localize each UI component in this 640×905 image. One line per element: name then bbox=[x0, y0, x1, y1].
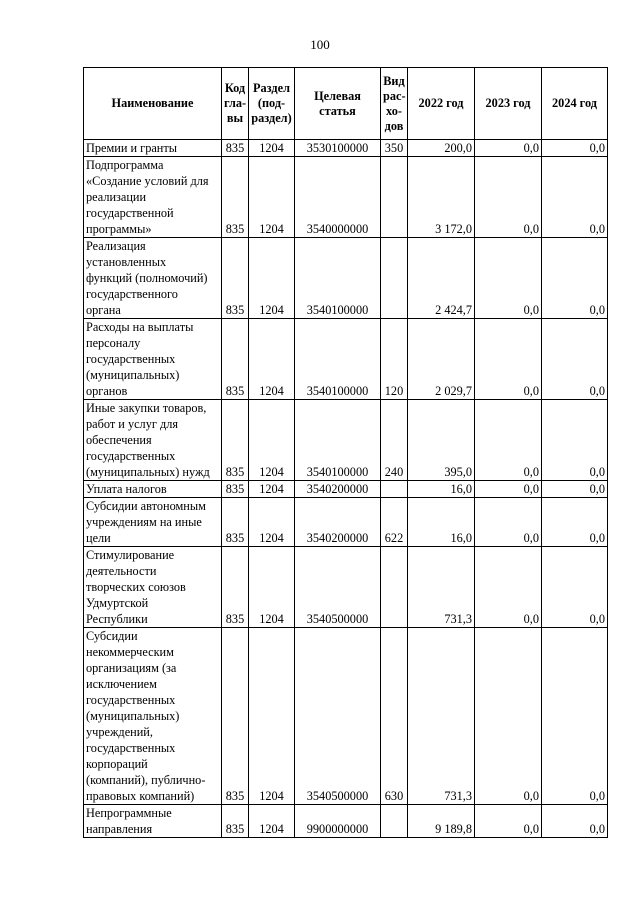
table-row bbox=[84, 319, 608, 400]
cell-2024: 0,0 bbox=[542, 547, 608, 628]
cell-target: 3540000000 bbox=[295, 157, 381, 238]
cell-expense-type: 240 bbox=[381, 400, 408, 481]
table-row bbox=[84, 805, 608, 838]
cell-2023: 0,0 bbox=[475, 628, 542, 805]
cell-section: 1204 bbox=[249, 319, 295, 400]
cell-2024: 0,0 bbox=[542, 140, 608, 157]
header-row bbox=[84, 68, 608, 140]
cell-name: Уплата налогов bbox=[84, 481, 222, 498]
cell-name: Расходы на выплаты персоналу государственных (муниципальных) органов bbox=[84, 319, 222, 400]
cell-name: Премии и гранты bbox=[84, 140, 222, 157]
cell-2022: 2 029,7 bbox=[408, 319, 475, 400]
cell-section: 1204 bbox=[249, 157, 295, 238]
cell-target: 3540500000 bbox=[295, 628, 381, 805]
cell-section: 1204 bbox=[249, 547, 295, 628]
page-number: 100 bbox=[310, 37, 330, 52]
header-code bbox=[222, 68, 249, 140]
cell-2024: 0,0 bbox=[542, 628, 608, 805]
header-2024: 2024 год bbox=[542, 68, 608, 140]
cell-target: 3540100000 bbox=[295, 319, 381, 400]
cell-expense-type bbox=[381, 481, 408, 498]
cell-name: Стимулирование деятельности творческих союзов Удмуртской Республики bbox=[84, 547, 222, 628]
cell-code: 835 bbox=[222, 238, 249, 319]
cell-target: 3540200000 bbox=[295, 498, 381, 547]
cell-name: Непрограммные направления bbox=[84, 805, 222, 838]
cell-section: 1204 bbox=[249, 481, 295, 498]
cell-code: 835 bbox=[222, 547, 249, 628]
table-row bbox=[84, 157, 608, 238]
cell-name: Иные закупки товаров, работ и услуг для обеспечения государственных (муниципальных) нужд bbox=[84, 400, 222, 481]
cell-2022: 731,3 bbox=[408, 628, 475, 805]
cell-expense-type: 120 bbox=[381, 319, 408, 400]
cell-target: 3540200000 bbox=[295, 481, 381, 498]
cell-section: 1204 bbox=[249, 628, 295, 805]
cell-2024: 0,0 bbox=[542, 400, 608, 481]
cell-2022: 731,3 bbox=[408, 547, 475, 628]
cell-code: 835 bbox=[222, 805, 249, 838]
cell-2023: 0,0 bbox=[475, 400, 542, 481]
header-code-text: Код гла- вы bbox=[224, 81, 247, 125]
cell-code: 835 bbox=[222, 400, 249, 481]
cell-2022: 2 424,7 bbox=[408, 238, 475, 319]
table-row bbox=[84, 547, 608, 628]
cell-2024: 0,0 bbox=[542, 238, 608, 319]
cell-name: Подпрограмма «Создание условий для реализации государственной программы» bbox=[84, 157, 222, 238]
cell-2022: 3 172,0 bbox=[408, 157, 475, 238]
cell-code: 835 bbox=[222, 481, 249, 498]
cell-code: 835 bbox=[222, 157, 249, 238]
header-2023: 2023 год bbox=[475, 68, 542, 140]
header-section-text: Раздел (под- раздел) bbox=[251, 81, 292, 125]
header-section bbox=[249, 68, 295, 140]
cell-expense-type: 350 bbox=[381, 140, 408, 157]
cell-section: 1204 bbox=[249, 805, 295, 838]
table-row bbox=[84, 400, 608, 481]
cell-2023: 0,0 bbox=[475, 140, 542, 157]
cell-name: Реализация установленных функций (полномочий) государственного органа bbox=[84, 238, 222, 319]
cell-target: 3540100000 bbox=[295, 238, 381, 319]
cell-2023: 0,0 bbox=[475, 481, 542, 498]
table-row bbox=[84, 498, 608, 547]
cell-target: 3540100000 bbox=[295, 400, 381, 481]
cell-2024: 0,0 bbox=[542, 319, 608, 400]
header-expense-type-text: Вид рас- хо- дов bbox=[383, 73, 406, 133]
cell-section: 1204 bbox=[249, 498, 295, 547]
cell-2023: 0,0 bbox=[475, 805, 542, 838]
table-row bbox=[84, 238, 608, 319]
cell-2024: 0,0 bbox=[542, 157, 608, 238]
cell-code: 835 bbox=[222, 319, 249, 400]
cell-section: 1204 bbox=[249, 400, 295, 481]
header-target bbox=[295, 68, 381, 140]
cell-code: 835 bbox=[222, 628, 249, 805]
cell-2024: 0,0 bbox=[542, 805, 608, 838]
cell-code: 835 bbox=[222, 498, 249, 547]
cell-expense-type bbox=[381, 547, 408, 628]
header-2022: 2022 год bbox=[408, 68, 475, 140]
cell-2022: 395,0 bbox=[408, 400, 475, 481]
cell-target: 9900000000 bbox=[295, 805, 381, 838]
cell-name: Субсидии автономным учреждениям на иные цели bbox=[84, 498, 222, 547]
cell-expense-type bbox=[381, 157, 408, 238]
cell-2023: 0,0 bbox=[475, 238, 542, 319]
header-name: Наименование bbox=[84, 68, 222, 140]
cell-2024: 0,0 bbox=[542, 498, 608, 547]
table-row bbox=[84, 628, 608, 805]
cell-expense-type bbox=[381, 805, 408, 838]
cell-code: 835 bbox=[222, 140, 249, 157]
cell-2022: 16,0 bbox=[408, 481, 475, 498]
cell-2023: 0,0 bbox=[475, 319, 542, 400]
cell-2023: 0,0 bbox=[475, 157, 542, 238]
cell-2022: 16,0 bbox=[408, 498, 475, 547]
budget-table bbox=[83, 67, 608, 838]
cell-expense-type: 630 bbox=[381, 628, 408, 805]
cell-2022: 200,0 bbox=[408, 140, 475, 157]
cell-2023: 0,0 bbox=[475, 498, 542, 547]
cell-target: 3540500000 bbox=[295, 547, 381, 628]
cell-section: 1204 bbox=[249, 238, 295, 319]
cell-target: 3530100000 bbox=[295, 140, 381, 157]
cell-expense-type bbox=[381, 238, 408, 319]
cell-2022: 9 189,8 bbox=[408, 805, 475, 838]
header-target-text: Целевая статья bbox=[314, 88, 361, 118]
header-expense-type bbox=[381, 68, 408, 140]
table-row bbox=[84, 140, 608, 157]
cell-2023: 0,0 bbox=[475, 547, 542, 628]
cell-2024: 0,0 bbox=[542, 481, 608, 498]
cell-expense-type: 622 bbox=[381, 498, 408, 547]
cell-name: Субсидии некоммерческим организациям (за исключением государственных (муниципальных) учреждений, государственных корпораций (компаний), публично- правовых компаний) bbox=[84, 628, 222, 805]
table-row bbox=[84, 481, 608, 498]
cell-section: 1204 bbox=[249, 140, 295, 157]
